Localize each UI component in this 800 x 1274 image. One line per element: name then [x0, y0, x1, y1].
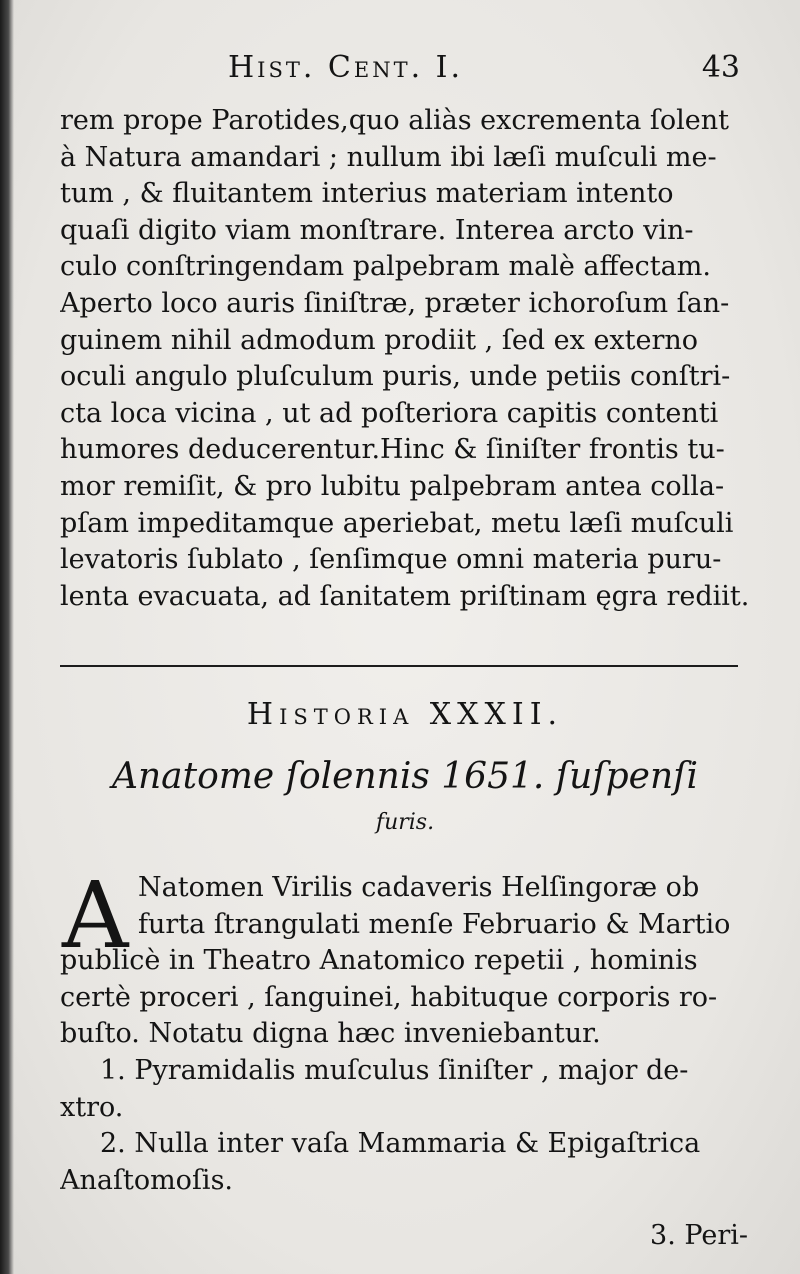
text-line: humores deducerentur.Hinc & ſiniſter frontis tu-	[60, 434, 725, 466]
page-number: 43	[701, 50, 740, 85]
list-item-continued: xtro.	[60, 1091, 124, 1123]
drop-cap: A	[62, 862, 129, 969]
catchword: 3. Peri-	[650, 1220, 748, 1251]
section-title-continued: furis.	[375, 810, 435, 835]
section-heading: Historia XXXII.	[246, 697, 564, 732]
text-line: guinem nihil admodum prodiit , ſed ex externo	[60, 324, 699, 356]
page-gutter-shadow	[0, 0, 14, 1274]
text-line: certè proceri , ſanguinei, habituque corporis ro-	[60, 981, 718, 1013]
text-line: cta loca vicina , ut ad poſteriora capitis contenti	[60, 397, 719, 429]
list-item-continued: Anaſtomoſis.	[60, 1164, 234, 1196]
paragraph-continued	[60, 103, 750, 615]
text-line: buſto. Notatu digna hæc inveniebantur.	[60, 1018, 601, 1050]
text-line: pſam impeditamque aperiebat, metu læſi muſculi	[60, 507, 734, 539]
text-line: lenta evacuata, ad ſanitatem priſtinam ęgra rediit.	[60, 580, 750, 612]
running-title: Hist. Cent. I.	[228, 50, 464, 85]
running-head	[60, 48, 750, 88]
text-line: Aperto loco auris ſiniſtræ, præter ichoroſum ſan-	[60, 287, 730, 319]
section-divider	[60, 665, 738, 667]
list-item: 2. Nulla inter vaſa Mammaria & Epigaſtrica	[100, 1128, 701, 1160]
text-line: levatoris ſublato , ſenſimque omni materia puru-	[60, 544, 722, 576]
text-line: rem prope Parotides,quo aliàs excrementa ſolent	[60, 105, 729, 136]
text-line: mor remiſit, & pro lubitu palpebram antea colla-	[60, 470, 725, 502]
text-line: oculi angulo pluſculum puris, unde petiis conſtri-	[60, 361, 731, 393]
text-line: culo conſtringendam palpebram malè affectam.	[60, 251, 711, 283]
paragraph-body	[60, 862, 750, 1199]
text-line: tum , & fluitantem interius materiam intento	[60, 178, 674, 210]
text-line: à Natura amandari ; nullum ibi læſi muſculi me-	[60, 141, 717, 173]
section-title: Anatome ſolennis 1651. ſuſpenſi	[111, 756, 698, 797]
list-item: 1. Pyramidalis muſculus ſiniſter , major de-	[100, 1054, 689, 1086]
text-line: quaſi digito viam monſtrare. Interea arcto vin-	[60, 214, 694, 246]
text-line: publicè in Theatro Anatomico repetii , hominis	[60, 945, 698, 977]
text-line: Natomen Virilis cadaveris Helſingoræ ob	[138, 872, 700, 903]
text-line: furta ſtrangulati menſe Februario & Martio	[138, 908, 731, 940]
